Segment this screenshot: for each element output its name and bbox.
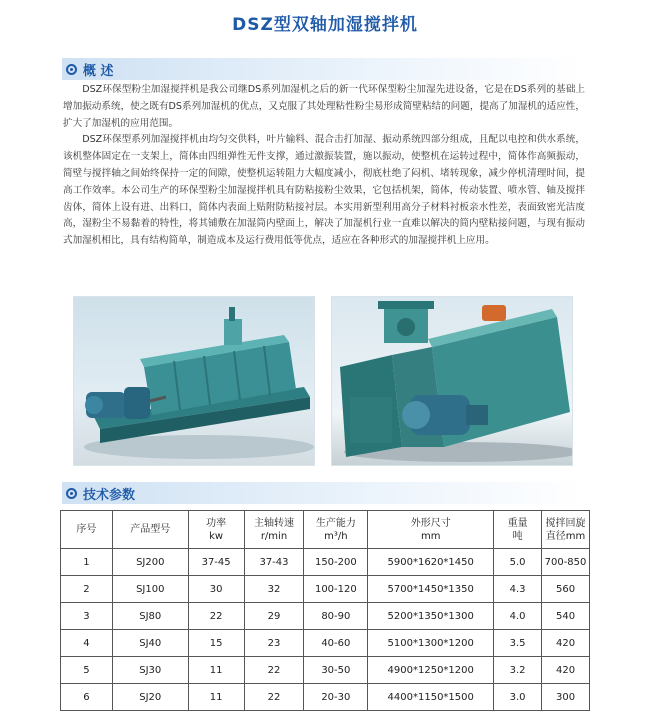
table-cell: 3.5 — [494, 630, 542, 657]
table-cell: 15 — [188, 630, 244, 657]
table-cell: 5900*1620*1450 — [368, 549, 494, 576]
overview-section-header — [62, 58, 582, 80]
table-cell: 4900*1250*1200 — [368, 657, 494, 684]
table-cell: 300 — [542, 684, 590, 711]
table-cell: 11 — [188, 657, 244, 684]
table-row — [61, 603, 590, 630]
table-cell: 2 — [61, 576, 113, 603]
table-row — [61, 630, 590, 657]
machine-photo-front-view — [331, 296, 573, 466]
table-cell: 4400*1150*1500 — [368, 684, 494, 711]
table-cell: 420 — [542, 657, 590, 684]
table-cell: 29 — [244, 603, 304, 630]
table-cell: 5 — [61, 657, 113, 684]
bullet-circle-icon — [66, 64, 77, 75]
table-cell: 560 — [542, 576, 590, 603]
table-cell: 20-30 — [304, 684, 368, 711]
table-cell: 100-120 — [304, 576, 368, 603]
table-cell: SJ80 — [112, 603, 188, 630]
table-cell: 30 — [188, 576, 244, 603]
overview-paragraph: DSZ环保型粉尘加湿搅拌机是我公司继DS系列加湿机之后的新一代环保型粉尘加湿先进设备，它是在DS系列的基础上增加振动系统，使之既有DS系列加湿机的优点，又克服了其处理粘性粉尘易形成简壁粘结的问题，提高了加湿机的适应性，扩大了加湿机的应用范围。 — [63, 84, 585, 129]
table-row — [61, 576, 590, 603]
table-cell: 32 — [244, 576, 304, 603]
table-cell: 22 — [244, 684, 304, 711]
table-header-cell: 功率 kw — [188, 511, 244, 549]
table-cell: 37-43 — [244, 549, 304, 576]
table-cell: SJ30 — [112, 657, 188, 684]
table-row — [61, 549, 590, 576]
overview-body — [63, 82, 585, 250]
table-cell: 5700*1450*1350 — [368, 576, 494, 603]
table-header-cell: 生产能力 m³/h — [304, 511, 368, 549]
spec-table — [60, 510, 590, 711]
bullet-circle-icon — [66, 488, 77, 499]
table-cell: 5100*1300*1200 — [368, 630, 494, 657]
table-cell: 37-45 — [188, 549, 244, 576]
table-header-cell: 主轴转速 r/min — [244, 511, 304, 549]
overview-heading: 概 述 — [83, 63, 114, 79]
table-cell: 5.0 — [494, 549, 542, 576]
table-cell: 4.0 — [494, 603, 542, 630]
table-cell: 4.3 — [494, 576, 542, 603]
table-cell: 22 — [188, 603, 244, 630]
table-header-cell: 外形尺寸 mm — [368, 511, 494, 549]
overview-paragraph: DSZ环保型系列加湿搅拌机由均匀交供料，叶片输料、混合击打加湿、振动系统四部分组成，且配以电控和供水系统，该机整体固定在一支架上，简体由四组弹性无件支撑，通过激振装置，施以振动，使整机在运转过程中，简体作高频振动，简壁与搅拌轴之间始终保持一定的间隙，使整机运转阻力大幅度减小，彻底杜绝了闷机、堵转现象，减少停机清理时间，提高工作效率。本公司生产的环保型粉尘加湿搅拌机具有防粘接粉尘效果，它包括机架，简体，传动装置、喷水管、轴及搅拌齿体，简体上设有进、出料口，简体内表面上贴附防粘接衬层。本实用新型利用高分子材料衬板亲水性差，表面致密光洁度高，湿粉尘不易黏着的特性，将其铺敷在加湿筒内壁面上，解决了加湿机行业一直难以解决的简内壁粘接问题，与现有振动式加湿机相比，具有结构简单，制造成本及运行费用低等优点，适应在各种形式的加湿搅拌机上应用。 — [63, 134, 585, 247]
table-cell: 23 — [244, 630, 304, 657]
machine-photo-side-view — [73, 296, 315, 466]
table-cell: 11 — [188, 684, 244, 711]
table-header-row — [61, 511, 590, 549]
table-cell: 40-60 — [304, 630, 368, 657]
table-cell: 420 — [542, 630, 590, 657]
table-cell: 4 — [61, 630, 113, 657]
table-cell: 150-200 — [304, 549, 368, 576]
table-cell: 3 — [61, 603, 113, 630]
table-cell: 22 — [244, 657, 304, 684]
table-cell: 3.0 — [494, 684, 542, 711]
table-cell: SJ40 — [112, 630, 188, 657]
page-title: DSZ型双轴加湿搅拌机 — [232, 15, 418, 35]
table-header-cell: 重量 吨 — [494, 511, 542, 549]
table-cell: 30-50 — [304, 657, 368, 684]
table-cell: 5200*1350*1300 — [368, 603, 494, 630]
spec-section-header — [62, 482, 582, 504]
table-cell: SJ100 — [112, 576, 188, 603]
table-header-cell: 搅拌回旋 直径mm — [542, 511, 590, 549]
table-row — [61, 684, 590, 711]
table-cell: 3.2 — [494, 657, 542, 684]
spec-heading: 技术参数 — [83, 487, 136, 503]
table-cell: SJ20 — [112, 684, 188, 711]
table-cell: 540 — [542, 603, 590, 630]
table-cell: SJ200 — [112, 549, 188, 576]
table-row — [61, 657, 590, 684]
table-header-cell: 产品型号 — [112, 511, 188, 549]
table-header-cell: 序号 — [61, 511, 113, 549]
table-cell: 700-850 — [542, 549, 590, 576]
table-cell: 1 — [61, 549, 113, 576]
table-cell: 6 — [61, 684, 113, 711]
table-cell: 80-90 — [304, 603, 368, 630]
